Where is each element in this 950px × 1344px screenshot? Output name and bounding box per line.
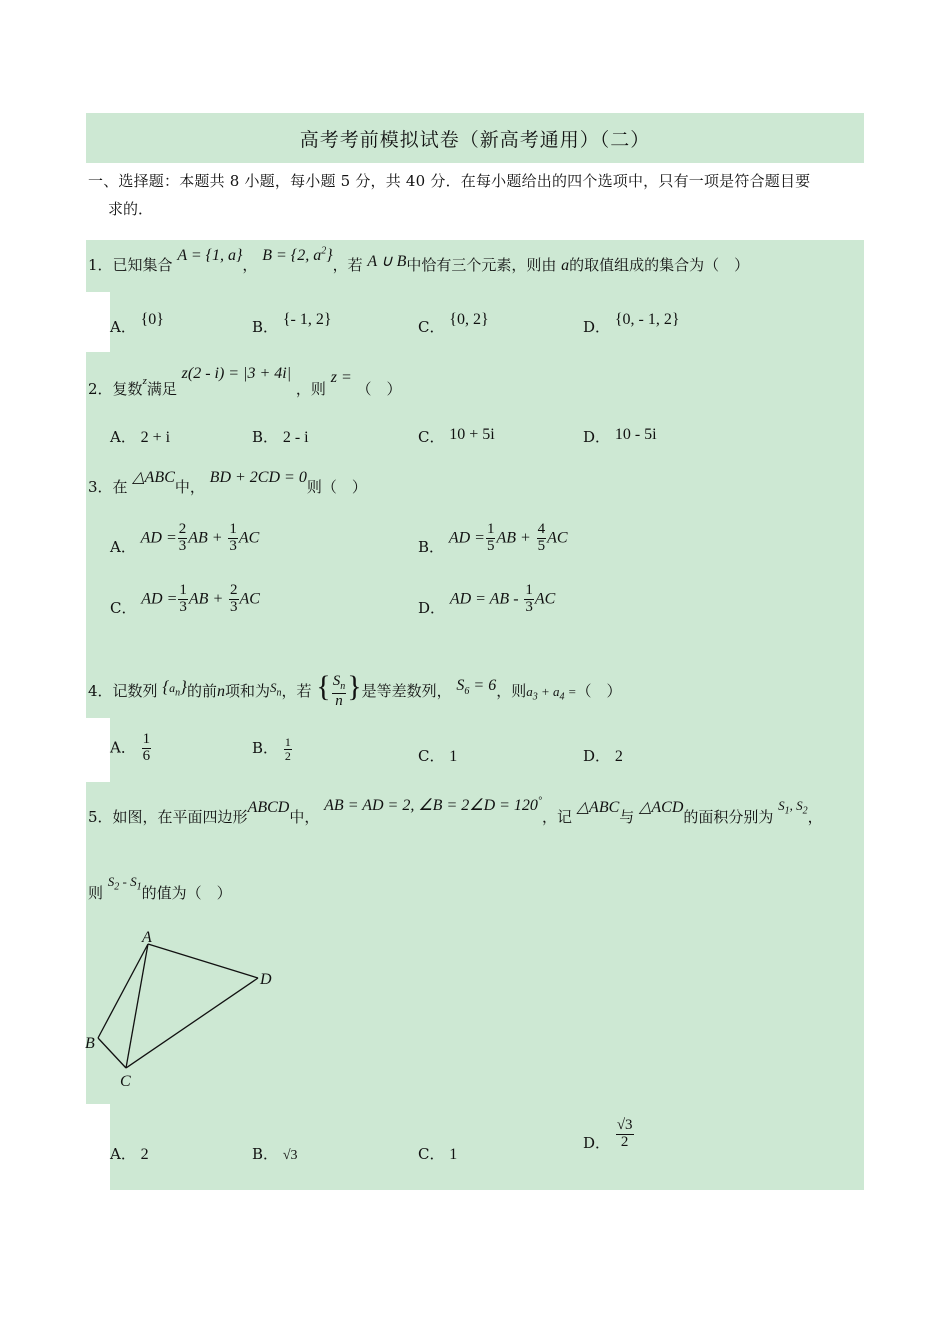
option-a[interactable]: A． 2 — [110, 1145, 149, 1163]
set-b: B = {2, $a^2$} — [262, 245, 333, 264]
edge-cd — [126, 978, 258, 1068]
option-b[interactable]: B． 2 - i — [252, 428, 309, 446]
option-d[interactable]: D． 2 — [583, 747, 623, 765]
question-5-cont: 则 $S_2 - S_1$的值为（ ） — [88, 874, 232, 902]
question-5: 5．如图，在平面四边形ABCD中， AB = AD = 2, ∠B = 2∠D = 120°，记 △ABC与 △ACD的面积分别为 $S_1$, $S_2$， — [88, 795, 823, 826]
edge-ab — [98, 944, 148, 1038]
option-a[interactable]: A． 2 + i — [110, 428, 171, 446]
question-2: 2．复数$^z$满足 z(2 - i) = |3 + 4i| ，则 z = （ ） — [88, 365, 402, 398]
vertex-label-c: C — [120, 1073, 131, 1090]
highlight-band — [110, 1104, 864, 1190]
vertex-label-a: A — [142, 929, 152, 946]
option-d[interactable]: D． AD = AB - $\frac{1}{3}$ AC — [418, 582, 556, 618]
set-a: A = {1, a} — [177, 247, 243, 264]
question-4: 4．记数列 $^{\{a_n\}}$的前n项和为$S_n$，若 { $\frac{S_n}{n}$ }是等差数列， $S_6 = 6$，则$a_3 + a_4$ =（ ） — [88, 670, 622, 709]
option-d[interactable]: D． $\frac{√3}{2}$ — [583, 1117, 633, 1153]
question-1: 1．已知集合 A = {1, a}， B = {2, $a^2$}，若 A ∪ B中恰有三个元素，则由 a的取值组成的集合为（ ） — [88, 245, 750, 274]
edge-ac — [126, 944, 148, 1068]
vertex-label-d: D — [260, 971, 272, 988]
option-a[interactable]: A． AD = $\frac{2}{3}$ AB + $\frac{1}{3}$ AC — [110, 521, 260, 557]
vertex-label-b: B — [85, 1035, 95, 1052]
option-a[interactable]: A． {0} — [110, 311, 164, 336]
option-b[interactable]: B． $\frac{1}{2}$ — [252, 735, 291, 763]
question-number: 1． — [88, 256, 113, 274]
section-heading-cont: 求的． — [108, 200, 154, 218]
option-c[interactable]: C． {0, 2} — [418, 311, 489, 336]
condition: AB = AD = 2, ∠B = 2∠D = 120° — [324, 795, 542, 814]
question-number: 2． — [88, 380, 113, 398]
quadrilateral-figure — [82, 922, 282, 1094]
triangle-abc: △ABC — [132, 469, 175, 486]
option-a[interactable]: A． $\frac{1}{6}$ — [110, 731, 151, 764]
set-union: A ∪ B — [367, 253, 407, 270]
option-d[interactable]: D． 10 - 5i — [583, 426, 657, 446]
option-c[interactable]: C． 10 + 5i — [418, 426, 495, 446]
option-c[interactable]: C． 1 — [418, 1145, 458, 1163]
option-d[interactable]: D． {0, - 1, 2} — [583, 311, 680, 336]
question-number: 4． — [88, 682, 113, 700]
vector-equation: BD + 2CD = 0 — [209, 469, 307, 486]
page-title: 高考考前模拟试卷（新高考通用）（二） — [86, 113, 864, 163]
equation: z(2 - i) = |3 + 4i| — [181, 365, 292, 382]
edge-bc — [98, 1038, 126, 1068]
option-b[interactable]: B． {- 1, 2} — [252, 311, 332, 336]
option-b[interactable]: B． AD = $\frac{1}{5}$ AB + $\frac{4}{5}$ AC — [418, 521, 568, 557]
section-heading: 一、选择题：本题共 8 小题，每小题 5 分，共 40 分．在每小题给出的四个选项中，只有一项是符合题目要 — [88, 172, 811, 190]
question-number: 5． — [88, 808, 113, 826]
edge-ad — [148, 944, 258, 978]
question-number: 3． — [88, 478, 113, 496]
highlight-band — [110, 718, 864, 782]
question-3: 3．在 △ABC中， BD + 2CD = 0则（ ） — [88, 469, 367, 496]
option-c[interactable]: C． 1 — [418, 747, 458, 765]
option-c[interactable]: C． AD = $\frac{1}{3}$ AB + $\frac{2}{3}$ AC — [110, 582, 260, 618]
option-b[interactable]: B． √3 — [252, 1145, 298, 1163]
